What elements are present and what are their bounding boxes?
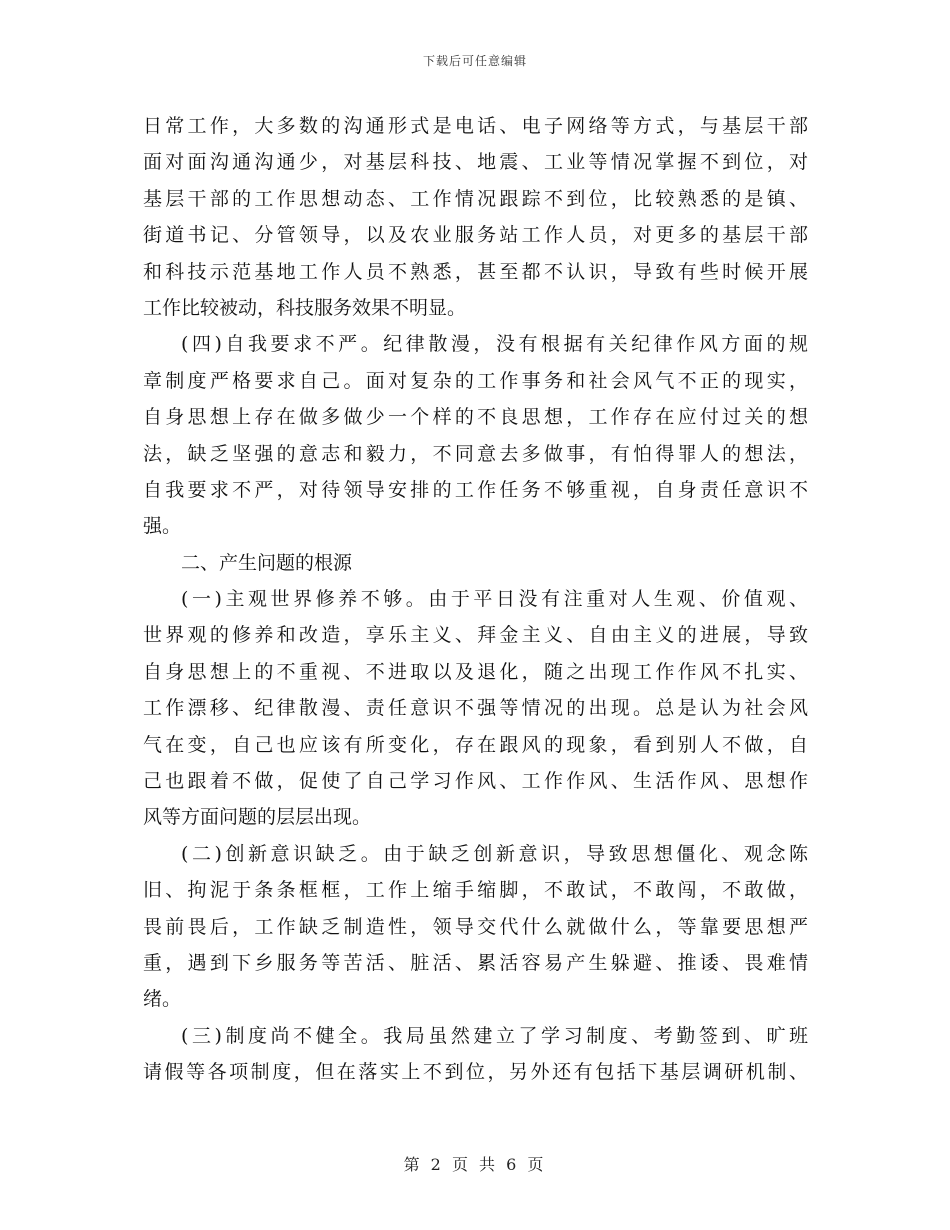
page-footer-page-number: 第 2 页 共 6 页 [403, 1155, 547, 1174]
text-line: 工作比较被动，科技服务效果不明显。 [143, 296, 467, 319]
text-line: (四)自我要求不严。纪律散漫，没有根据有关纪律作风方面的规 [181, 333, 808, 356]
text-line: 法，缺乏坚强的意志和毅力，不同意去多做事，有怕得罪人的想法， [143, 442, 808, 465]
text-line: (二)创新意识缺乏。由于缺乏创新意识，导致思想僵化、观念陈 [181, 842, 808, 865]
text-line: 请假等各项制度，但在落实上不到位，另外还有包括下基层调研机制、 [143, 1061, 808, 1084]
text-line: 旧、拘泥于条条框框，工作上缩手缩脚，不敢试，不敢闯，不敢做， [143, 879, 808, 902]
text-line: (三)制度尚不健全。我局虽然建立了学习制度、考勤签到、旷班 [181, 1024, 808, 1047]
text-line: 风等方面问题的层层出现。 [143, 806, 372, 829]
text-line: 强。 [143, 515, 182, 538]
text-line: 日常工作，大多数的沟通形式是电话、电子网络等方式，与基层干部 [143, 115, 808, 137]
text-line: 气在变，自己也应该有所变化，存在跟风的现象，看到别人不做，自 [143, 733, 808, 756]
text-line: 畏前畏后，工作缺乏制造性，领导交代什么就做什么，等靠要思想严 [143, 915, 808, 938]
document-body [143, 108, 808, 1091]
text-line: 工作漂移、纪律散漫、责任意识不强等情况的出现。总是认为社会风 [143, 697, 808, 720]
page-header: 下载后可任意编辑 [422, 54, 527, 68]
text-line: 和科技示范基地工作人员不熟悉，甚至都不认识，导致有些时候开展 [143, 260, 808, 283]
text-line: 街道书记、分管领导，以及农业服务站工作人员，对更多的基层干部 [143, 224, 808, 247]
text-line: 自身思想上存在做多做少一个样的不良思想，工作存在应付过关的想 [143, 406, 808, 429]
text-line: 面对面沟通沟通少，对基层科技、地震、工业等情况掌握不到位，对 [143, 151, 808, 174]
text-line: 重，遇到下乡服务等苦活、脏活、累活容易产生躲避、推诿、畏难情 [143, 951, 808, 974]
text-line: 自我要求不严，对待领导安排的工作任务不够重视，自身责任意识不 [143, 478, 808, 501]
text-line: 绪。 [143, 988, 182, 1011]
text-line: 世界观的修养和改造，享乐主义、拜金主义、自由主义的进展，导致 [143, 624, 808, 647]
text-line: 基层干部的工作思想动态、工作情况跟踪不到位，比较熟悉的是镇、 [143, 187, 808, 210]
text-line: 自身思想上的不重视、不进取以及退化，随之出现工作作风不扎实、 [143, 660, 808, 683]
text-line: 二、产生问题的根源 [181, 551, 353, 574]
text-line: (一)主观世界修养不够。由于平日没有注重对人生观、价值观、 [181, 588, 808, 611]
text-line: 章制度严格要求自己。面对复杂的工作事务和社会风气不正的现实， [143, 369, 808, 392]
text-line: 己也跟着不做，促使了自己学习作风、工作作风、生活作风、思想作 [143, 770, 808, 793]
